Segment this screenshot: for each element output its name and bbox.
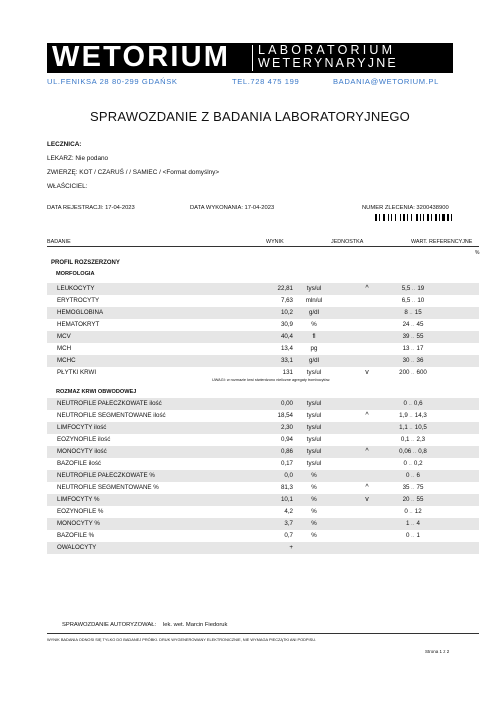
ref-separator: ..	[409, 370, 417, 375]
doctor-line: LEKARZ: Nie podano	[47, 155, 109, 162]
result-value: 0,7	[284, 532, 293, 539]
table-row	[47, 331, 479, 343]
test-name: LIMFOCYTY %	[57, 496, 100, 503]
reference-range	[373, 434, 453, 446]
ref-high: 10	[417, 297, 425, 304]
reference-range	[373, 422, 453, 434]
ref-low: 0,1	[400, 436, 410, 443]
ref-high: 2,3	[416, 436, 426, 443]
test-name: LEUKOCYTY	[57, 285, 95, 292]
result-value: 10,1	[280, 496, 293, 503]
unit-value: %	[311, 496, 317, 503]
result-value: 10,2	[280, 309, 293, 316]
ref-low: 1,1	[399, 424, 408, 431]
flag-indicator: v	[365, 369, 369, 376]
footer-rule	[47, 633, 479, 634]
unit-value: %	[311, 508, 317, 515]
ref-separator: ..	[409, 322, 417, 327]
table-row	[47, 422, 479, 434]
ref-separator: ..	[409, 521, 417, 526]
result-value: 0,0	[284, 472, 293, 479]
result-value: 0,86	[280, 448, 293, 455]
ref-high: 10,5	[414, 424, 427, 431]
table-row	[47, 482, 479, 494]
footer-disclaimer: WYNIK BADANIA ODNOSI SIĘ TYLKO DO BADANEJ PRÓBKI. DRUK WYGENEROWANY ELEKTRONICZNIE, NIE WYMAGA PIECZĄTKI ANI PODPISU.	[47, 637, 317, 642]
unit-value: tys/ul	[306, 460, 322, 467]
reference-range	[373, 355, 453, 367]
page-number: Strona 1 z 2	[425, 649, 450, 654]
result-value: +	[289, 544, 293, 551]
flag-indicator: v	[365, 496, 369, 503]
ref-high: 75	[416, 484, 424, 491]
reference-range	[373, 458, 453, 470]
ref-separator: ..	[407, 509, 415, 514]
ref-high: 12	[414, 508, 422, 515]
ref-high: 0,6	[413, 400, 423, 407]
registration-date: DATA REJESTRACJI: 17-04-2023	[47, 205, 135, 211]
reference-range	[373, 367, 453, 379]
profile-title: PROFIL ROZSZERZONY	[51, 260, 120, 266]
unit-value: mln/ul	[305, 297, 323, 304]
barcode-bar	[388, 214, 389, 221]
table-header-rule	[47, 246, 479, 247]
barcode-bar	[447, 214, 449, 221]
ref-low: 0	[406, 532, 410, 539]
ref-low: 0	[406, 472, 410, 479]
unit-value: pg	[310, 345, 318, 352]
ref-separator: ..	[409, 473, 417, 478]
flag-indicator: ^	[365, 412, 369, 419]
reference-range	[373, 530, 453, 542]
reference-range	[373, 494, 453, 506]
barcode-bar	[420, 214, 421, 221]
ref-low: 30	[402, 357, 410, 364]
flag-indicator: ^	[365, 448, 369, 455]
unit-value: fl	[312, 333, 316, 340]
test-name: OWALOCYTY	[57, 544, 97, 551]
ref-low: 35	[402, 484, 410, 491]
barcode-bar	[379, 214, 380, 221]
test-name: MCHC	[57, 357, 76, 364]
ref-low: 8	[404, 309, 408, 316]
unit-value: tys/ul	[306, 412, 322, 419]
barcode-bar	[439, 214, 440, 221]
ref-low: 5,5	[401, 285, 411, 292]
unit-value: g/dl	[309, 309, 319, 316]
ref-low: 13	[402, 345, 410, 352]
lab-logo-line1: LABORATORIUM	[258, 43, 396, 57]
ref-low: 200	[399, 369, 410, 376]
table-row	[47, 319, 479, 331]
col-ref-header: WART. REFERENCYJNE	[411, 239, 473, 245]
result-value: 2,30	[280, 424, 293, 431]
test-name: MCH	[57, 345, 72, 352]
test-name: MCV	[57, 333, 71, 340]
reference-range	[373, 470, 453, 482]
test-name: EOZYNOFILE ilość	[57, 436, 111, 443]
animal-line: ZWIERZĘ: KOT / CZARUŚ / / SAMIEC / <Format domyślny>	[47, 169, 220, 176]
barcode-bar	[400, 214, 401, 221]
ref-low: 39	[402, 333, 410, 340]
lab-phone: TEL.728 475 199	[232, 77, 300, 86]
ref-low: 1,9	[399, 412, 408, 419]
barcode-bar	[403, 214, 405, 221]
test-name: BAZOFILE %	[57, 532, 95, 539]
authorized-label: SPRAWOZDANIE AUTORYZOWAŁ:	[62, 622, 157, 628]
result-value: 4,2	[284, 508, 293, 515]
unit-value: %	[311, 484, 317, 491]
barcode-bar	[435, 214, 437, 221]
ref-high: 0,2	[413, 460, 423, 467]
ref-high: 14,3	[414, 412, 427, 419]
ref-separator: ..	[409, 358, 417, 363]
test-name: HEMOGLOBINA	[57, 309, 104, 316]
unit-value: %	[311, 472, 317, 479]
result-value: 0,17	[280, 460, 293, 467]
test-name: BAZOFILE ilość	[57, 460, 102, 467]
result-value: 3,7	[284, 520, 293, 527]
ref-high: 36	[416, 357, 424, 364]
reference-range	[373, 283, 453, 295]
test-name: MONOCYTY %	[57, 520, 100, 527]
unit-value: tys/ul	[306, 436, 322, 443]
result-value: 81,3	[280, 484, 293, 491]
reference-range	[373, 295, 453, 307]
result-value: 131	[282, 369, 293, 376]
table-row	[47, 530, 479, 542]
test-name: NEUTROFILE PAŁECZKOWATE ilość	[57, 400, 162, 407]
barcode-bar	[383, 214, 386, 221]
table-row	[47, 398, 479, 410]
table-row	[47, 470, 479, 482]
barcode-bar	[423, 214, 425, 221]
table-row	[47, 283, 479, 295]
result-value: 0,00	[280, 400, 293, 407]
lab-address: UL.FENIKSA 28 80-299 GDAŃSK	[47, 77, 178, 86]
unit-value: %	[311, 520, 317, 527]
logo-divider	[252, 45, 253, 71]
authorized-by: lek. wet. Marcin Fiedoruk	[163, 622, 228, 628]
test-name: MONOCYTY ilość	[57, 448, 107, 455]
ref-high: 1	[416, 532, 420, 539]
ref-separator: ..	[409, 334, 417, 339]
test-name: HEMATOKRYT	[57, 321, 100, 328]
ref-high: 6	[416, 472, 420, 479]
owner-label: WŁAŚCICIEL:	[47, 183, 88, 190]
ref-high: 45	[416, 321, 424, 328]
result-value: 30,9	[280, 321, 293, 328]
ref-separator: ..	[409, 437, 417, 442]
unit-value: %	[311, 532, 317, 539]
col-unit-header: JEDNOSTKA	[331, 239, 364, 245]
barcode-bar	[391, 214, 393, 221]
reference-range	[373, 331, 453, 343]
table-row	[47, 518, 479, 530]
table-row	[47, 410, 479, 422]
unit-value: tys/ul	[306, 448, 322, 455]
lab-logo-name: WETORIUM	[52, 41, 231, 73]
morphology-title: MORFOLOGIA	[56, 271, 95, 277]
unit-value: tys/ul	[306, 400, 322, 407]
table-row	[47, 506, 479, 518]
unit-value: tys/ul	[306, 369, 322, 376]
ref-low: 0	[404, 508, 408, 515]
lab-email: BADANIA@WETORIUM.PL	[333, 77, 439, 86]
ref-low: 0,06	[399, 448, 412, 455]
test-name: NEUTROFILE PAŁECZKOWATE %	[57, 472, 155, 479]
ref-separator: ..	[409, 485, 417, 490]
barcode-bar	[431, 214, 432, 221]
test-name: LIMFOCYTY ilość	[57, 424, 107, 431]
test-name: EOZYNOFILE %	[57, 508, 104, 515]
col-result-header: WYNIK	[266, 239, 284, 245]
reference-range	[373, 307, 453, 319]
lab-logo-line2: WETERYNARYJNE	[258, 56, 398, 70]
ref-high: 55	[416, 333, 424, 340]
ref-low: 0	[403, 460, 407, 467]
ref-high: 17	[416, 345, 424, 352]
unit-value: tys/ul	[306, 424, 322, 431]
barcode-bar	[411, 214, 412, 221]
test-name: NEUTROFILE SEGMENTOWANE %	[57, 484, 159, 491]
ref-separator: ..	[411, 449, 419, 454]
ref-separator: ..	[407, 413, 415, 418]
test-name: ERYTROCYTY	[57, 297, 100, 304]
ref-high: 600	[416, 369, 427, 376]
ref-separator: ..	[410, 298, 418, 303]
ref-separator: ..	[406, 461, 414, 466]
clinic-label: LECZNICA:	[47, 141, 82, 148]
ref-high: 19	[417, 285, 425, 292]
barcode-bar	[416, 214, 418, 221]
flag-indicator: ^	[365, 285, 369, 292]
table-row	[47, 355, 479, 367]
percent-sign: %	[475, 250, 480, 256]
ref-separator: ..	[409, 346, 417, 351]
report-title: SPRAWOZDANIE Z BADANIA LABORATORYJNEGO	[90, 109, 410, 124]
ref-low: 24	[402, 321, 410, 328]
ref-high: 15	[414, 309, 422, 316]
reference-range	[373, 398, 453, 410]
barcode-bar	[427, 214, 430, 221]
order-number: NUMER ZLECENIA: 3200438900	[362, 205, 449, 211]
table-row	[47, 307, 479, 319]
result-value: 33,1	[280, 357, 293, 364]
result-value: 22,81	[277, 285, 293, 292]
result-value: 7,63	[280, 297, 293, 304]
ref-separator: ..	[410, 286, 418, 291]
unit-value: %	[311, 321, 317, 328]
table-row	[47, 458, 479, 470]
reference-range	[373, 319, 453, 331]
barcode-bar	[451, 214, 452, 221]
result-value: 40,4	[280, 333, 293, 340]
ref-separator: ..	[409, 533, 417, 538]
reference-range	[373, 343, 453, 355]
test-name: NEUTROFILE SEGMENTOWANE ilość	[57, 412, 166, 419]
result-value: 18,54	[277, 412, 293, 419]
table-row	[47, 542, 479, 554]
table-row	[47, 494, 479, 506]
ref-separator: ..	[406, 401, 414, 406]
reference-range	[373, 446, 453, 458]
ref-high: 0,8	[418, 448, 427, 455]
smear-title: ROZMAZ KRWI OBWODOWEJ	[56, 389, 137, 395]
table-row	[47, 446, 479, 458]
unit-value: g/dl	[309, 357, 319, 364]
barcode-bar	[407, 214, 408, 221]
ref-high: 55	[416, 496, 424, 503]
reference-range	[373, 482, 453, 494]
ref-high: 4	[416, 520, 420, 527]
table-row	[47, 434, 479, 446]
table-row	[47, 343, 479, 355]
barcode-bar	[395, 214, 396, 221]
ref-low: 6,5	[401, 297, 411, 304]
ref-low: 0	[403, 400, 407, 407]
result-value: 0,94	[280, 436, 293, 443]
reference-range	[373, 518, 453, 530]
unit-value: tys/ul	[306, 285, 322, 292]
barcode-bar	[375, 214, 377, 221]
execution-date: DATA WYKONANIA: 17-04-2023	[190, 205, 275, 211]
reference-range	[373, 506, 453, 518]
ref-separator: ..	[407, 310, 415, 315]
reference-range	[373, 410, 453, 422]
order-barcode	[375, 214, 455, 221]
test-name: PŁYTKI KRWI	[57, 369, 97, 376]
ref-separator: ..	[409, 497, 417, 502]
col-test-header: BADANIE	[47, 239, 71, 245]
ref-low: 20	[402, 496, 410, 503]
flag-indicator: ^	[365, 484, 369, 491]
barcode-bar	[442, 214, 445, 221]
platelet-note: UWAGI: w rozmazie krwi stwierdzono nieliczne agregaty trombocytów.	[212, 378, 331, 382]
result-value: 13,4	[280, 345, 293, 352]
ref-low: 1	[406, 520, 410, 527]
ref-separator: ..	[407, 425, 415, 430]
table-row	[47, 295, 479, 307]
